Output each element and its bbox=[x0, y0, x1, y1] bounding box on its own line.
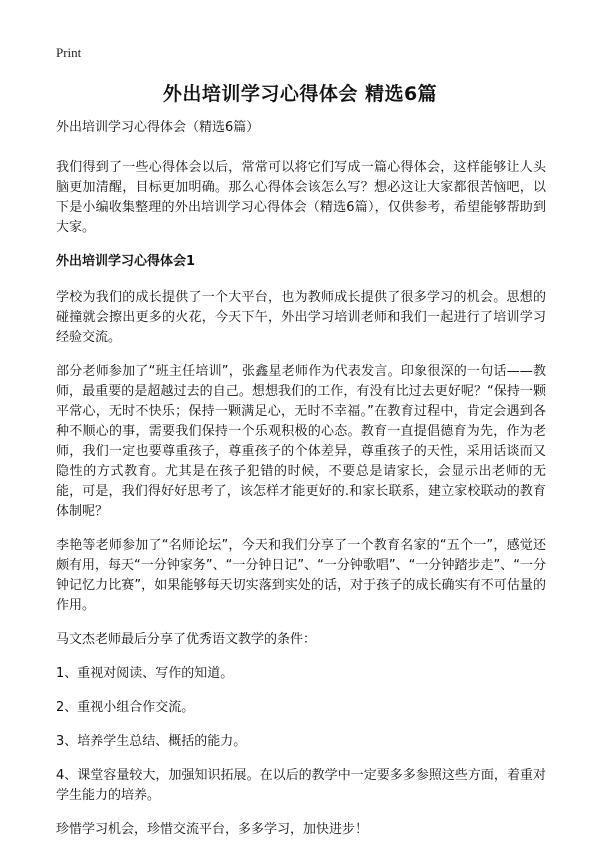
section-heading: 外出培训学习心得体会1 bbox=[56, 254, 196, 269]
list-item: 4、课堂容量较大，加强知识拓展。在以后的教学中一定要多多参照这些方面，着重对学生能力的培养。 bbox=[56, 768, 546, 803]
paragraph: 珍惜学习机会，珍惜交流平台，多多学习，加快进步！ bbox=[56, 822, 369, 837]
page-title: 外出培训学习心得体会 精选6篇 bbox=[162, 83, 438, 105]
paragraph: 学校为我们的成长提供了一个大平台，也为教师成长提供了很多学习的机会。思想的碰撞就会擦出更多的火花，今天下午，外出学习培训老师和我们一起进行了培训学习经验交流。 bbox=[56, 290, 546, 345]
print-link[interactable]: Print bbox=[56, 45, 82, 60]
paragraph: 部分老师参加了“班主任培训”，张鑫星老师作为代表发言。印象很深的一句话——教师，最重要的是超越过去的自己。想想我们的工作，有没有比过去更好呢？“保持一颗平常心，无时不快乐；保持一颗满足心，无时不幸福。”在教育过程中，肯定会遇到各种不顺心的事，需要我们保持一个乐观积极的心态。教育一直提倡德育为先，作为老师，我们一定也要尊重孩子，尊重孩子的个体差异，尊重孩子的天性，采用话谈而又隐性的方式教育。尤其是在孩子犯错的时候，不要总是请家长，会显示出老师的无能，可是，我们得好好思考了，该怎样才能更好的.和家长联系，建立家校联动的教育体制呢？ bbox=[56, 364, 546, 519]
list-item: 2、重视小组合作交流。 bbox=[56, 700, 195, 715]
paragraph: 马文杰老师最后分享了优秀语文教学的条件： bbox=[56, 632, 317, 647]
list-item: 3、培养学生总结、概括的能力。 bbox=[56, 734, 247, 749]
intro-paragraph: 我们得到了一些心得体会以后，常常可以将它们写成一篇心得体会，这样能够让人头脑更加清醒，目标更加明确。那么心得体会该怎么写？想必这让大家都很苦恼吧，以下是小编收集整理的外出培训学习心得体会（精选6篇），仅供参考，希望能够帮助到大家。 bbox=[56, 160, 546, 235]
paragraph: 李艳等老师参加了“名师论坛”，今天和我们分享了一个教育名家的“五个一”，感觉还颇有用，每天“一分钟家务”、“一分钟日记”、“一分钟歌唱”、“一分钟踏步走”、“一分钟记忆力比赛”，如果能够每天切实落到实处的话，对于孩子的成长确实有不可估量的作用。 bbox=[56, 538, 546, 613]
article-subtitle: 外出培训学习心得体会（精选6篇） bbox=[56, 120, 260, 135]
list-item: 1、重视对阅读、写作的知道。 bbox=[56, 666, 234, 681]
article-body bbox=[56, 118, 546, 854]
